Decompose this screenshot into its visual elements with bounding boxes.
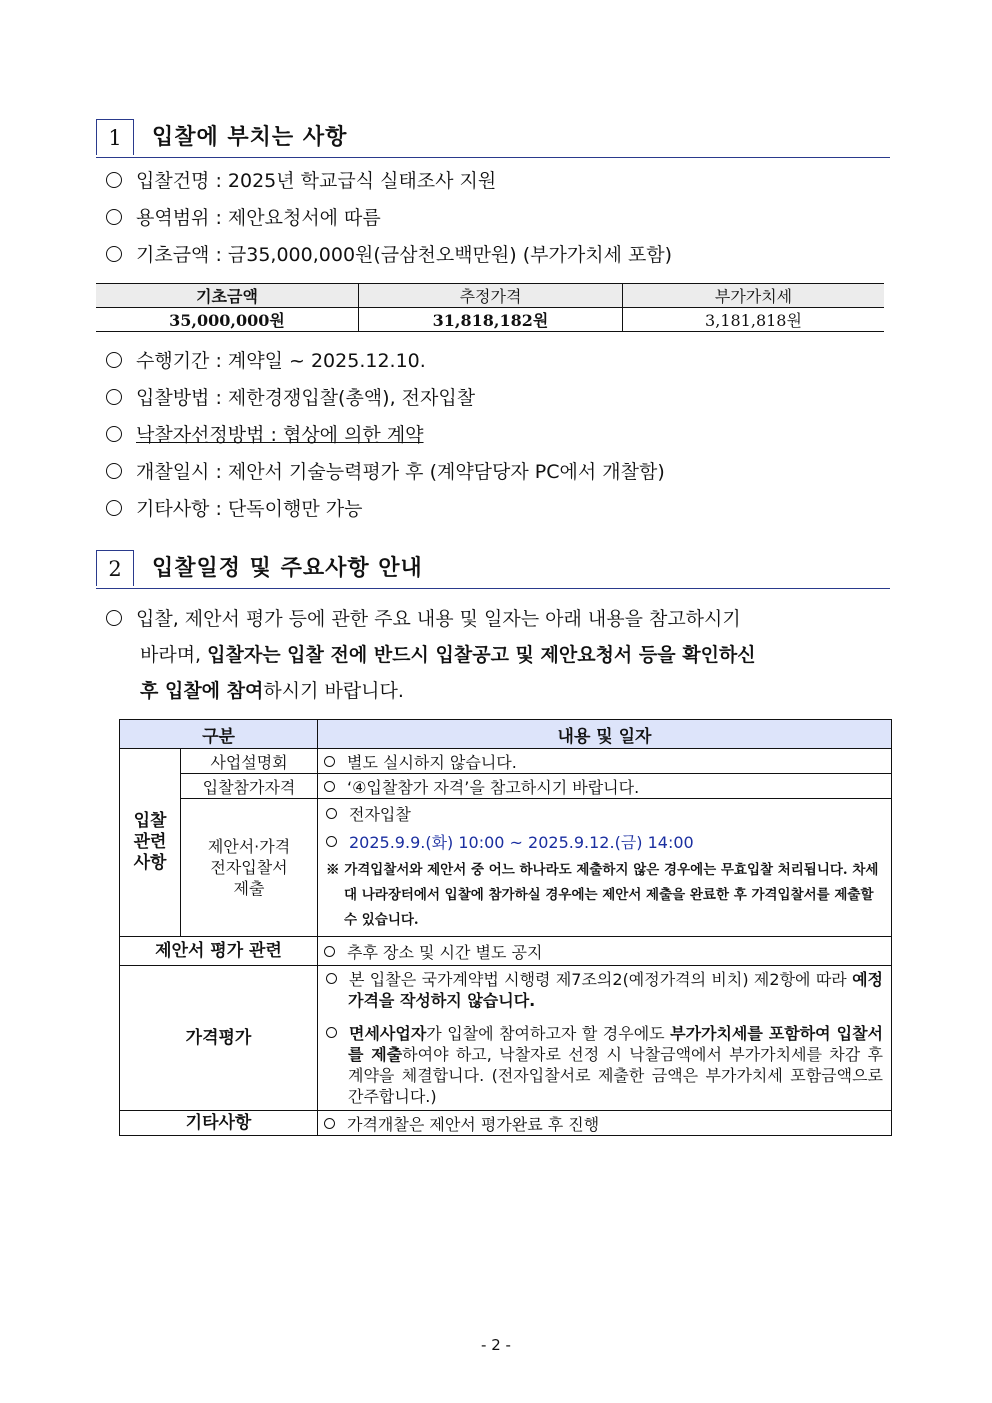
row-price-eval-content: 본 입찰은 국가계약법 시행령 제7조의2(예정가격의 비치) 제2항에 따라 예정가격을 작성하지 않습니다. 면세사업자가 입찰에 참여하고자 할 경우에도 부가가치세를 포함하여 입찰서를 제출하여야 하고, 낙찰자로 선정 시 낙찰금액에서 부가가치세를 차감 후 계약을 체결합니다. (전자입찰서로 제출한 금액은 부가가치세 포함금액으로 간주합니다.)	[318, 966, 892, 1111]
list-item-opening: 개찰일시 : 제안서 기술능력평가 후 (계약담당자 PC에서 개찰함)	[106, 459, 665, 485]
row-etc-label: 기타사항	[120, 1111, 318, 1136]
group-bid-related: 입찰 관련 사항	[120, 749, 181, 937]
circle-bullet-icon	[326, 973, 337, 984]
section2-title: 입찰일정 및 주요사항 안내	[152, 556, 423, 581]
section1-header	[96, 119, 890, 158]
row-submission-content: 전자입찰 2025.9.9.(화) 10:00 ~ 2025.9.12.(금) 14:00 ※ 가격입찰서와 제안서 중 어느 하나라도 제출하지 않은 경우에는 무효입찰 처리됩니다. 차세대 나라장터에서 입찰에 참가하실 경우에는 제안서 제출을 완료한 후 가격입찰서를 제출할 수 있습니다.	[318, 799, 892, 937]
submission-note: ※ 가격입찰서와 제안서 중 어느 하나라도 제출하지 않은 경우에는 무효입찰 처리됩니다. 차세대 나라장터에서 입찰에 참가하실 경우에는 제안서 제출을 완료한 후 가격입찰서를 제출할 수 있습니다.	[326, 862, 879, 928]
section1-title: 입찰에 부치는 사항	[152, 125, 348, 150]
section2-header	[96, 550, 890, 589]
list-item-bid-name: 입찰건명 : 2025년 학교급식 실태조사 지원	[106, 168, 496, 194]
price-table	[96, 283, 884, 332]
circle-bullet-icon	[106, 209, 122, 225]
list-item-selection: 낙찰자선정방법 : 협상에 의한 계약	[106, 422, 424, 448]
circle-bullet-icon	[106, 463, 122, 479]
schedule-header-category: 구분	[120, 720, 318, 749]
circle-bullet-icon	[106, 500, 122, 516]
price-value-vat: 3,181,818원	[623, 308, 885, 332]
circle-bullet-icon	[106, 610, 122, 626]
row-price-eval-label: 가격평가	[120, 966, 318, 1111]
circle-bullet-icon	[106, 426, 122, 442]
price-header-vat: 부가가치세	[623, 284, 885, 308]
price-header-estimate: 추정가격	[359, 284, 623, 308]
circle-bullet-icon	[324, 946, 335, 957]
price-header-base: 기초금액	[96, 284, 359, 308]
circle-bullet-icon	[324, 756, 335, 767]
price-value-estimate: 31,818,182원	[359, 308, 623, 332]
row-briefing-content: 별도 실시하지 않습니다.	[318, 749, 892, 774]
circle-bullet-icon	[106, 389, 122, 405]
circle-bullet-icon	[106, 172, 122, 188]
row-qualification-label: 입찰참가자격	[181, 774, 318, 799]
page-number: - 2 -	[481, 1336, 511, 1354]
circle-bullet-icon	[324, 1118, 335, 1129]
list-item-period: 수행기간 : 계약일 ~ 2025.12.10.	[106, 348, 426, 374]
price-value-base: 35,000,000원	[96, 308, 359, 332]
section1-number: 1	[96, 119, 134, 155]
row-etc-content: 가격개찰은 제안서 평가완료 후 진행	[318, 1111, 892, 1136]
circle-bullet-icon	[324, 781, 335, 792]
circle-bullet-icon	[106, 246, 122, 262]
schedule-header-content: 내용 및 일자	[318, 720, 892, 749]
section2-number: 2	[96, 550, 134, 586]
circle-bullet-icon	[326, 1027, 337, 1038]
row-submission-label: 제안서·가격 전자입찰서 제출	[181, 799, 318, 937]
section2-intro: 입찰, 제안서 평가 등에 관한 주요 내용 및 일자는 아래 내용을 참고하시기 바라며, 입찰자는 입찰 전에 반드시 입찰공고 및 제안요청서 등을 확인하신 후 입찰에 참여하시기 바랍니다.	[106, 601, 896, 709]
schedule-table	[119, 719, 892, 1136]
circle-bullet-icon	[106, 352, 122, 368]
list-item-scope: 용역범위 : 제안요청서에 따름	[106, 205, 381, 231]
row-evaluation-label: 제안서 평가 관련	[120, 937, 318, 966]
list-item-base-amount: 기초금액 : 금35,000,000원(금삼천오백만원) (부가가치세 포함)	[106, 242, 672, 268]
list-item-etc: 기타사항 : 단독이행만 가능	[106, 496, 362, 522]
row-evaluation-content: 추후 장소 및 시간 별도 공지	[318, 937, 892, 966]
circle-bullet-icon	[326, 836, 337, 847]
submission-period: 2025.9.9.(화) 10:00 ~ 2025.9.12.(금) 14:00	[349, 833, 694, 852]
row-briefing-label: 사업설명회	[181, 749, 318, 774]
list-item-method: 입찰방법 : 제한경쟁입찰(총액), 전자입찰	[106, 385, 475, 411]
circle-bullet-icon	[326, 808, 337, 819]
row-qualification-content: ‘④입찰참가 자격’을 참고하시기 바랍니다.	[318, 774, 892, 799]
